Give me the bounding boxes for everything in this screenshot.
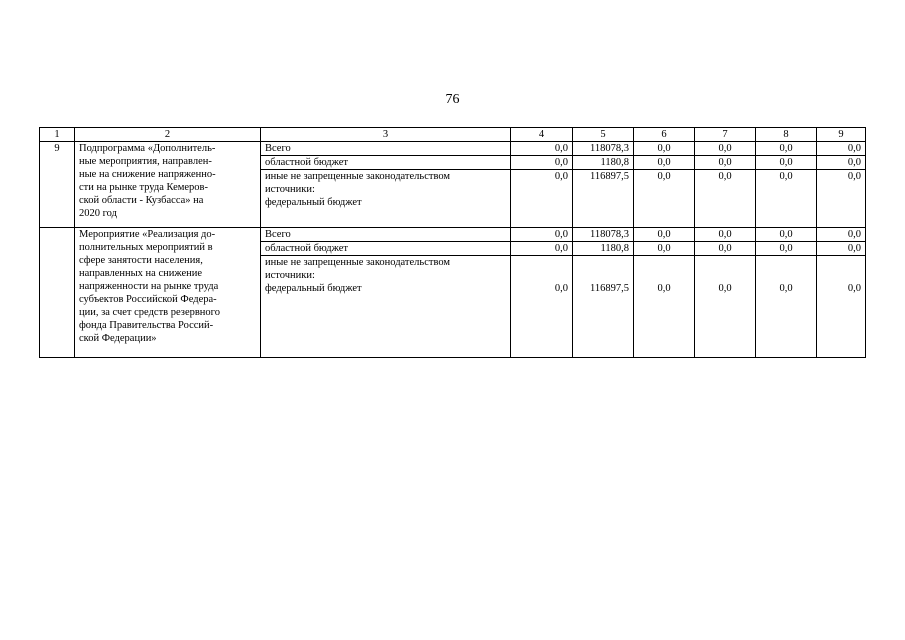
value-cell: 0,0 [634,156,695,170]
funding-source: областной бюджет [261,242,511,256]
measure-name-line: ской Федерации» [79,333,157,344]
column-header: 8 [756,128,817,142]
measure-name-cell [75,228,261,358]
value-cell: 0,0 [756,228,817,242]
value-cell: 0,0 [817,256,866,358]
value-cell: 0,0 [695,242,756,256]
value-cell: 0,0 [634,242,695,256]
value-cell: 0,0 [817,156,866,170]
column-header: 4 [511,128,573,142]
measure-name-line: сфере занятости населения, [79,255,203,266]
program-name-line: 2020 год [79,208,117,219]
value-cell: 0,0 [695,256,756,358]
value-cell: 0,0 [756,142,817,156]
measure-name-line: направленных на снижение [79,268,203,279]
program-name-line: ные на снижение напряженно- [79,169,216,180]
funding-source-line: источники: [265,184,315,195]
budget-table [39,127,866,358]
funding-source-line: источники: [265,270,315,281]
value-cell: 0,0 [511,256,573,358]
measure-name-line: ции, за счет средств резервного [79,307,220,318]
funding-source [261,170,511,228]
value-cell: 0,0 [634,170,695,228]
value-cell: 0,0 [817,170,866,228]
value-cell: 0,0 [634,228,695,242]
funding-source-line: федеральный бюджет [265,197,362,208]
column-header: 9 [817,128,866,142]
funding-source: Всего [261,228,511,242]
value-cell: 0,0 [511,242,573,256]
row-number [40,228,75,358]
value-cell: 0,0 [695,156,756,170]
value-cell: 0,0 [817,242,866,256]
column-header: 6 [634,128,695,142]
value-cell: 0,0 [634,256,695,358]
value-cell: 0,0 [756,170,817,228]
funding-source-line: федеральный бюджет [265,283,362,294]
value-cell: 0,0 [695,142,756,156]
table-header-row [40,128,866,142]
column-header: 5 [573,128,634,142]
value-cell: 116897,5 [573,170,634,228]
program-name-cell [75,142,261,228]
value-cell: 118078,3 [573,228,634,242]
value-cell: 0,0 [511,156,573,170]
program-name-line: сти на рынке труда Кемеров- [79,182,209,193]
column-header: 3 [261,128,511,142]
measure-name-line: напряженности на рынке труда [79,281,219,292]
value-cell: 0,0 [817,228,866,242]
value-cell: 1180,8 [573,156,634,170]
program-name-line: ные мероприятия, направлен- [79,156,212,167]
value-cell: 0,0 [634,142,695,156]
value-cell: 0,0 [756,242,817,256]
funding-source-line: иные не запрещенные законодательством [265,257,451,268]
value-cell: 0,0 [695,228,756,242]
value-cell: 0,0 [695,170,756,228]
table-row [40,228,866,242]
value-cell: 0,0 [511,170,573,228]
value-cell: 0,0 [511,142,573,156]
column-header: 7 [695,128,756,142]
measure-name-line: Мероприятие «Реализация до- [79,229,216,240]
row-number: 9 [40,142,75,228]
value-cell: 0,0 [511,228,573,242]
measure-name-line: субъектов Российской Федера- [79,294,217,305]
funding-source-line: иные не запрещенные законодательством [265,171,451,182]
table-row [40,142,866,156]
value-cell: 1180,8 [573,242,634,256]
page-number: 76 [445,92,460,107]
measure-name-line: полнительных мероприятий в [79,242,213,253]
value-cell: 118078,3 [573,142,634,156]
funding-source [261,256,511,358]
measure-name-line: фонда Правительства Россий- [79,320,214,331]
program-name-line: ской области - Кузбасса» на [79,195,204,206]
program-name-line: Подпрограмма «Дополнитель- [79,143,216,154]
value-cell: 116897,5 [573,256,634,358]
value-cell: 0,0 [756,156,817,170]
column-header: 2 [75,128,261,142]
column-header: 1 [40,128,75,142]
funding-source: областной бюджет [261,156,511,170]
value-cell: 0,0 [817,142,866,156]
funding-source: Всего [261,142,511,156]
value-cell: 0,0 [756,256,817,358]
